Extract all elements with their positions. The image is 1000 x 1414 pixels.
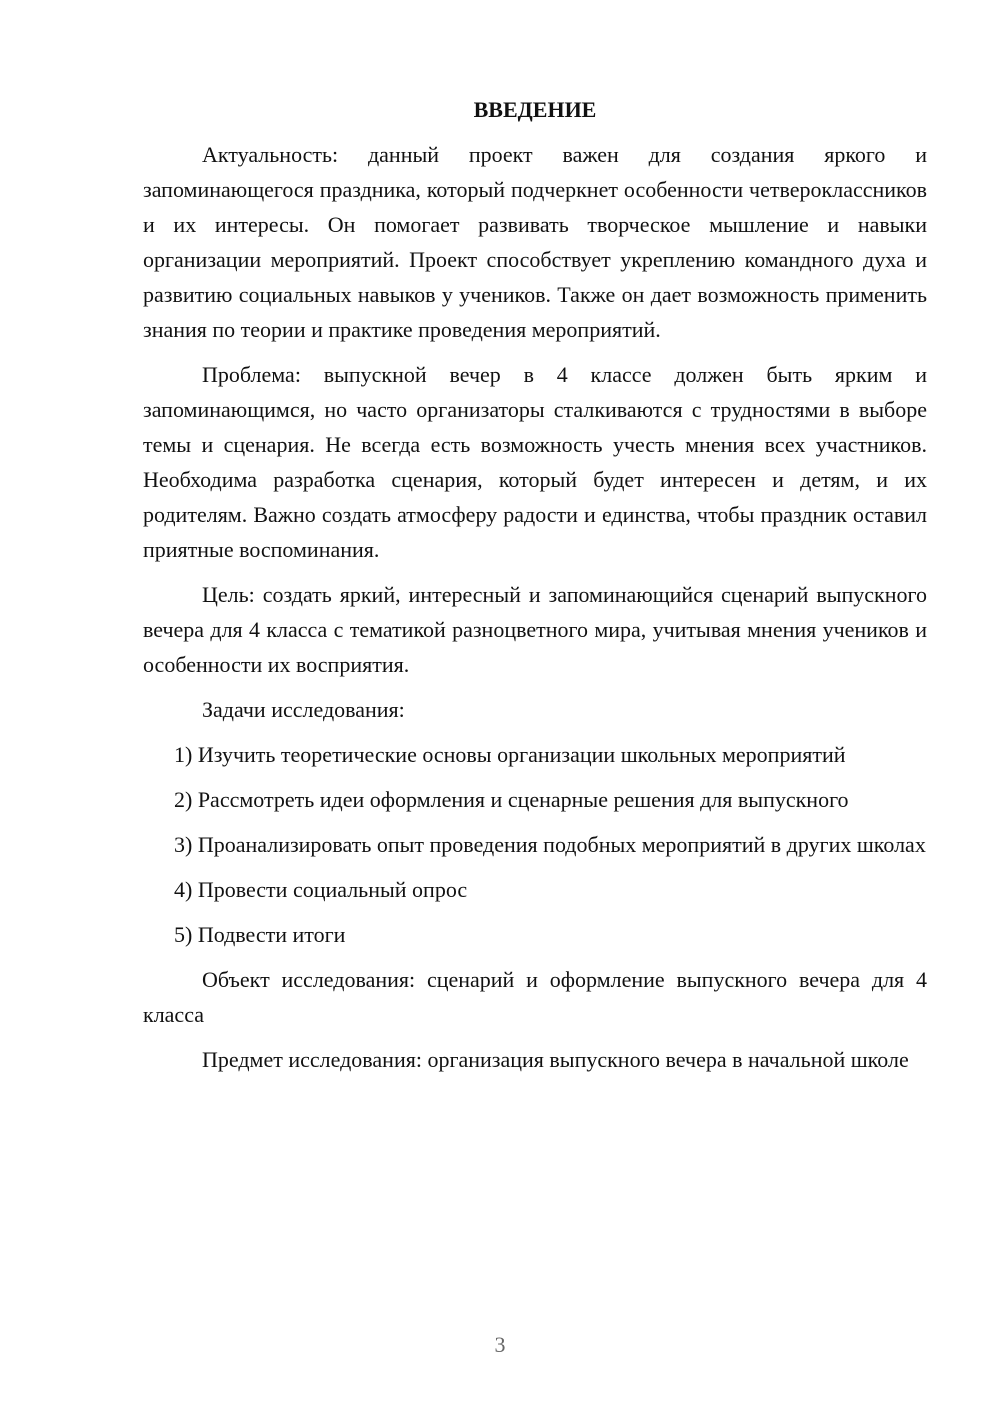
task-item-5: 5) Подвести итоги xyxy=(174,922,346,947)
goal-paragraph: Цель: создать яркий, интересный и запоминающийся сценарий выпускного вечера для 4 класса с тематикой разноцветного мира, учитывая мнения учеников и особенности их восприятия. xyxy=(143,582,927,677)
section-title: ВВЕДЕНИЕ xyxy=(473,97,597,122)
problem-paragraph: Проблема: выпускной вечер в 4 классе должен быть ярким и запоминающимся, но часто организаторы сталкиваются с трудностями в выборе темы и сценария. Не всегда есть возможность учесть мнения всех участников. Необходима разработка сценария, который будет интересен и детям, и их родителям. Важно создать атмосферу радости и единства, чтобы праздник оставил приятные воспоминания. xyxy=(143,362,927,562)
tasks-heading: Задачи исследования: xyxy=(202,697,405,722)
task-item-1: 1) Изучить теоретические основы организации школьных мероприятий xyxy=(174,742,846,767)
document-page xyxy=(143,96,927,1087)
task-item-3: 3) Проанализировать опыт проведения подобных мероприятий в других школах xyxy=(174,832,926,857)
task-item-2: 2) Рассмотреть идеи оформления и сценарные решения для выпускного xyxy=(174,787,849,812)
subject-paragraph: Предмет исследования: организация выпускного вечера в начальной школе xyxy=(202,1047,909,1072)
object-paragraph: Объект исследования: сценарий и оформление выпускного вечера для 4 класса xyxy=(143,967,927,1027)
page-number: 3 xyxy=(494,1332,506,1357)
relevance-paragraph: Актуальность: данный проект важен для создания яркого и запоминающегося праздника, который подчеркнет особенности четвероклассников и их интересы. Он помогает развивать творческое мышление и навыки организации мероприятий. Проект способствует укреплению командного духа и развитию социальных навыков у учеников. Также он дает возможность применить знания по теории и практике проведения мероприятий. xyxy=(143,142,927,342)
task-item-4: 4) Провести социальный опрос xyxy=(174,877,468,902)
